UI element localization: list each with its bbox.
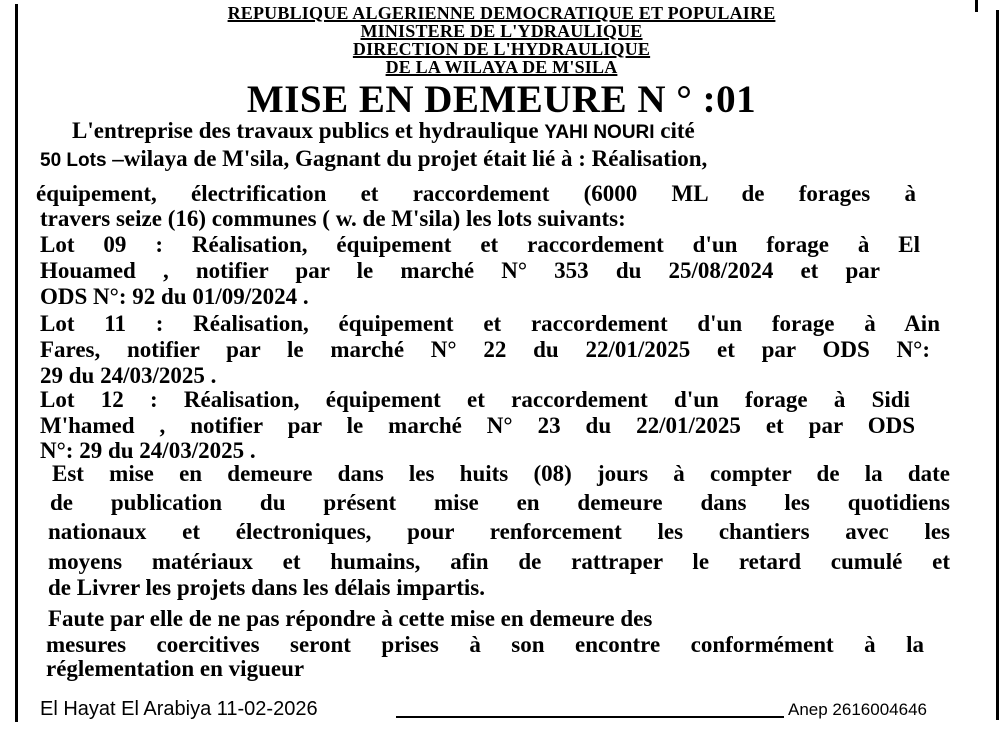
lot12-line-2: M'hamed , notifier par le marché N° 23 du 22/01/2025 et par ODS xyxy=(40,413,915,438)
header-wilaya: DE LA WILAYA DE M'SILA xyxy=(385,57,618,77)
faute-line-3: réglementation en vigueur xyxy=(46,656,305,681)
lot12-line-3: N°: 29 du 24/03/2025 . xyxy=(40,438,256,463)
notice-title: MISE EN DEMEURE N ° :01 xyxy=(246,78,757,121)
demeure-line-2: de publication du présent mise en demeure dans les quotidiens xyxy=(50,490,950,515)
intro-line-1 xyxy=(72,118,695,146)
publication-source: El Hayat El Arabiya 11-02-2026 xyxy=(40,698,318,720)
demeure-line-1: Est mise en demeure dans les huits (08) jours à compter de la date xyxy=(52,461,950,486)
faute-line-1: Faute par elle de ne pas répondre à cette mise en demeure des xyxy=(48,606,653,631)
lot09-line-2: Houamed , notifier par le marché N° 353 du 25/08/2024 et par xyxy=(40,258,880,283)
address-lots: 50 Lots xyxy=(40,150,107,171)
demeure-line-3: nationaux et électroniques, pour renforcement les chantiers avec les xyxy=(48,519,950,544)
company-name: YAHI NOURI xyxy=(544,122,655,143)
lot11-line-1: Lot 11 : Réalisation, équipement et raccordement d'un forage à Ain xyxy=(40,311,940,336)
lot11-line-3: 29 du 24/03/2025 . xyxy=(40,363,217,388)
intro-line-2 xyxy=(40,146,707,174)
demeure-line-5: de Livrer les projets dans les délais impartis. xyxy=(48,575,485,600)
intro-line-3: équipement, électrification et raccordement (6000 ML de forages à xyxy=(36,181,916,206)
intro-text-2b: –wilaya de M'sila, Gagnant du projet était lié à : Réalisation, xyxy=(106,146,708,171)
lot09-line-1: Lot 09 : Réalisation, équipement et raccordement d'un forage à El xyxy=(40,232,920,257)
lot11-line-2: Fares, notifier par le marché N° 22 du 22/01/2025 et par ODS N°: xyxy=(40,337,930,362)
footer-divider xyxy=(396,716,784,718)
anep-reference: Anep 2616004646 xyxy=(788,700,927,719)
lot09-line-3: ODS N°: 92 du 01/09/2024 . xyxy=(40,284,309,309)
lot12-line-1: Lot 12 : Réalisation, équipement et raccordement d'un forage à Sidi xyxy=(40,387,910,412)
header-republic: REPUBLIQUE ALGERIENNE DEMOCRATIQUE ET POPULAIRE xyxy=(227,3,776,23)
intro-text-1a: L'entreprise des travaux publics et hydraulique xyxy=(72,118,545,143)
header-direction: DIRECTION DE L'HYDRAULIQUE xyxy=(352,39,651,59)
intro-line-4: travers seize (16) communes ( w. de M'sila) les lots suivants: xyxy=(40,206,626,231)
header-ministry: MINISTERE DE L'YDRAULIQUE xyxy=(360,21,643,41)
demeure-line-4: moyens matériaux et humains, afin de rattraper le retard cumulé et xyxy=(48,549,950,574)
intro-text-1c: cité xyxy=(654,118,695,143)
faute-line-2: mesures coercitives seront prises à son encontre conformément à la xyxy=(46,632,924,657)
